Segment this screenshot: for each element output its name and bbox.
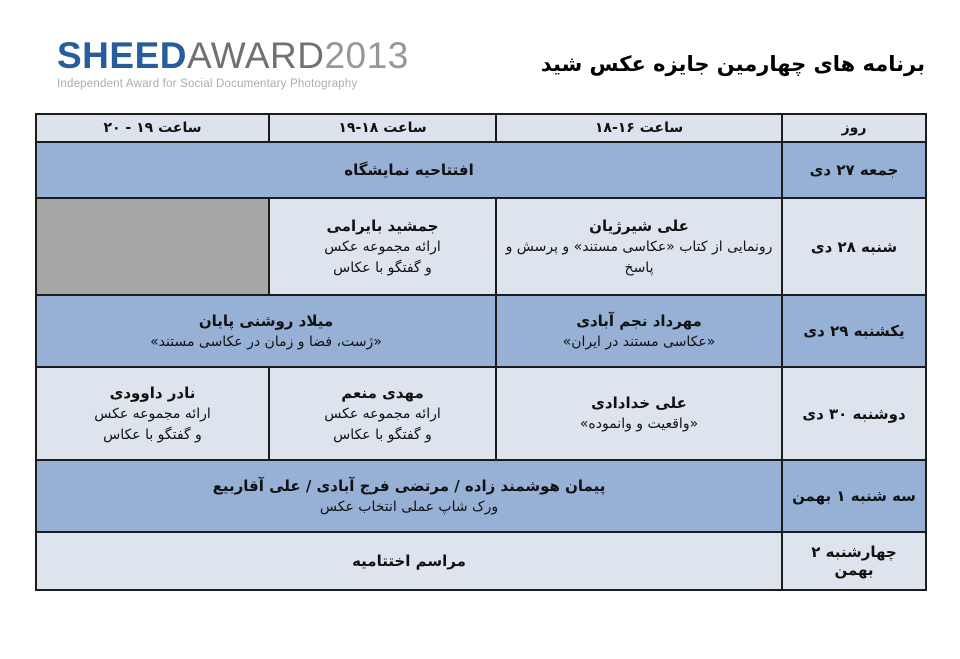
row-wednesday-2-bahman xyxy=(36,532,926,590)
speaker-name: علی خدادادی xyxy=(591,394,687,412)
empty-slot-cell xyxy=(36,198,269,295)
workshop-leaders: پیمان هوشمند زاده / مرتضی فرج آبادی / علی آقاربیع xyxy=(212,476,606,495)
slot-description-line2: و گفتگو با عکاس xyxy=(333,259,432,276)
slot-description-line1: ارائه مجموعه عکس xyxy=(324,238,441,255)
speaker-name: مهرداد نجم آبادی xyxy=(576,311,702,330)
row-monday-30-dey xyxy=(36,367,926,460)
slot-description-line1: ارائه مجموعه عکس xyxy=(94,405,211,422)
day-cell: شنبه ۲۸ دی xyxy=(782,198,926,295)
page-title: برنامه های چهارمین جایزه عکس شید xyxy=(540,52,925,76)
sheed-award-logo xyxy=(57,36,409,90)
event-cell xyxy=(36,532,782,590)
slot-description: «ژست، فضا و زمان در عکاسی مستند» xyxy=(150,333,382,350)
slot-description-line2: و گفتگو با عکاس xyxy=(103,426,202,443)
header-hour-18-19: ساعت ۱۸-۱۹ xyxy=(269,114,496,142)
slot-description-line1: ارائه مجموعه عکس xyxy=(324,405,441,422)
header-hour-16-18: ساعت ۱۶-۱۸ xyxy=(496,114,782,142)
row-saturday-28-dey xyxy=(36,198,926,295)
speaker-name: جمشید بایرامی xyxy=(326,216,439,235)
header-row xyxy=(36,114,926,142)
row-tuesday-1-bahman xyxy=(36,460,926,532)
slot-18-19-cell xyxy=(269,367,496,460)
event-cell xyxy=(36,142,782,198)
event-title: افتتاحیه نمایشگاه xyxy=(344,161,474,179)
slot-16-18-cell xyxy=(496,295,782,367)
slot-16-18-cell xyxy=(496,198,782,295)
schedule-table xyxy=(35,113,927,591)
logo-tagline: Independent Award for Social Documentary Photography xyxy=(57,78,358,90)
day-cell: یکشنبه ۲۹ دی xyxy=(782,295,926,367)
slot-19-20-cell xyxy=(36,367,269,460)
logo-wordmark xyxy=(57,36,409,76)
speaker-name: میلاد روشنی پایان xyxy=(198,311,334,330)
slot-description: «واقعیت و وانموده» xyxy=(579,416,699,432)
day-cell: چهارشنبه ۲ بهمن xyxy=(782,532,926,590)
event-title: مراسم اختتامیه xyxy=(352,552,466,570)
row-sunday-29-dey xyxy=(36,295,926,367)
slot-18-20-cell xyxy=(36,295,496,367)
day-cell: سه شنبه ۱ بهمن xyxy=(782,460,926,532)
logo-sheed-text: SHEED xyxy=(57,35,187,76)
header-day: روز xyxy=(782,114,926,142)
row-friday-27-dey xyxy=(36,142,926,198)
day-cell: دوشنبه ۳۰ دی xyxy=(782,367,926,460)
day-cell: جمعه ۲۷ دی xyxy=(782,142,926,198)
speaker-name: مهدی منعم xyxy=(341,383,424,402)
speaker-name: نادر داوودی xyxy=(109,383,196,402)
slot-16-18-cell xyxy=(496,367,782,460)
speaker-name: علی شیرژیان xyxy=(589,216,689,235)
slot-description-line2: و گفتگو با عکاس xyxy=(333,426,432,443)
logo-award-text: AWARD xyxy=(186,35,325,76)
header-hour-19-20: ساعت ۱۹ - ۲۰ xyxy=(36,114,269,142)
event-cell xyxy=(36,460,782,532)
slot-18-19-cell xyxy=(269,198,496,295)
slot-description: «عکاسی مستند در ایران» xyxy=(562,333,716,350)
logo-year-text: 2013 xyxy=(324,35,409,76)
workshop-description: ورک شاپ عملی انتخاب عکس xyxy=(319,498,499,515)
slot-description: رونمایی از کتاب «عکاسی مستند» و پرسش و پاسخ xyxy=(505,238,773,276)
